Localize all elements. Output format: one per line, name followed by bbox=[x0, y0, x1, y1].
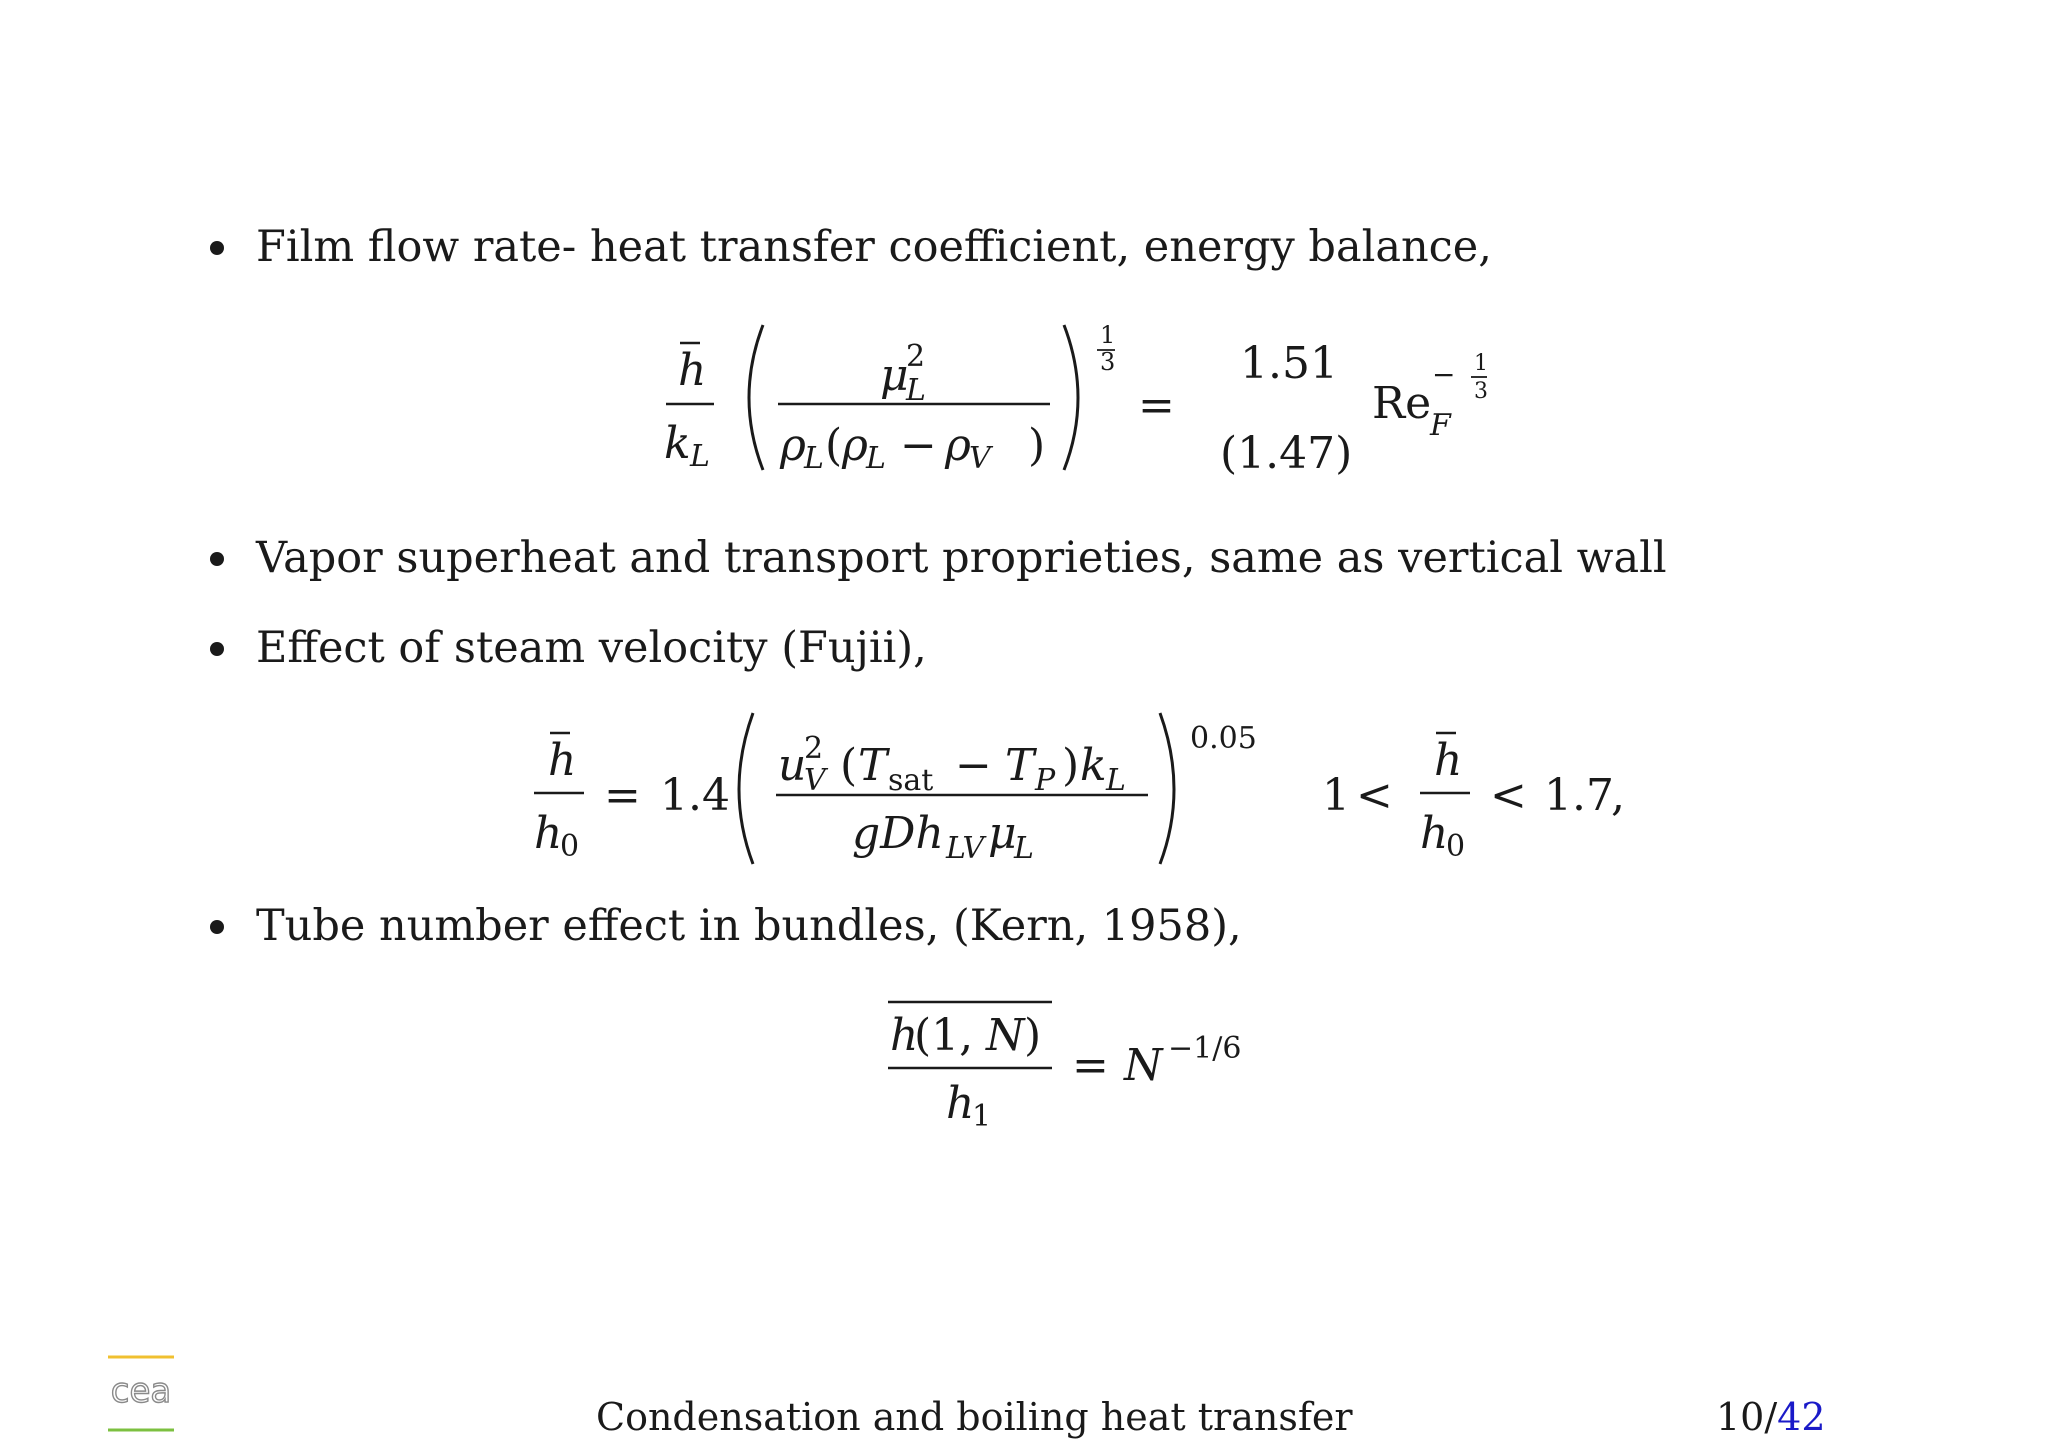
svg-text:Re: Re bbox=[1372, 378, 1432, 429]
page-current: 10/ bbox=[1716, 1395, 1778, 1439]
h-bar: h bbox=[678, 345, 707, 396]
svg-text:ρ: ρ bbox=[780, 420, 806, 471]
svg-text:): ) bbox=[1024, 1010, 1042, 1061]
svg-text:L: L bbox=[906, 373, 926, 408]
svg-text:T: T bbox=[1005, 740, 1035, 791]
svg-text:h: h bbox=[1420, 808, 1449, 859]
svg-text:): ) bbox=[1062, 740, 1080, 791]
svg-text:−: − bbox=[900, 420, 937, 471]
svg-text:=: = bbox=[1138, 380, 1175, 431]
bullet-text: Film flow rate- heat transfer coefficient, energy balance, bbox=[256, 222, 1492, 272]
svg-text:(: ( bbox=[825, 420, 843, 471]
svg-text:T: T bbox=[858, 740, 888, 791]
svg-text:2: 2 bbox=[906, 339, 926, 374]
svg-text:,: , bbox=[1611, 770, 1625, 821]
svg-text:u: u bbox=[778, 740, 807, 791]
svg-text:N: N bbox=[1124, 1040, 1163, 1091]
kern-exponent: −1/6 bbox=[1168, 1031, 1242, 1066]
svg-text:): ) bbox=[1028, 420, 1046, 471]
coef-lower: (1.47) bbox=[1220, 428, 1353, 479]
svg-text:<: < bbox=[1490, 770, 1527, 821]
svg-text:h: h bbox=[946, 1078, 975, 1129]
svg-text:0: 0 bbox=[560, 829, 580, 864]
fujii-coefficient: 1.4 bbox=[660, 770, 730, 821]
svg-text:3: 3 bbox=[1474, 379, 1488, 404]
svg-text:(: ( bbox=[840, 740, 858, 791]
svg-text:2: 2 bbox=[804, 731, 824, 766]
svg-text:h: h bbox=[548, 735, 577, 786]
svg-text:V: V bbox=[969, 441, 991, 476]
svg-text:L: L bbox=[1106, 763, 1126, 798]
svg-text:μ: μ bbox=[880, 350, 909, 401]
svg-text:k: k bbox=[1080, 740, 1107, 791]
page-total[interactable]: 42 bbox=[1777, 1395, 1826, 1439]
fujii-exponent: 0.05 bbox=[1190, 721, 1257, 756]
range-upper: 1.7 bbox=[1544, 770, 1614, 821]
cea-logo-text: cea bbox=[110, 1371, 172, 1411]
svg-text:=: = bbox=[604, 770, 641, 821]
coef-upper: 1.51 bbox=[1240, 338, 1338, 389]
svg-text:−: − bbox=[1432, 358, 1456, 391]
svg-text:1: 1 bbox=[1474, 351, 1488, 376]
svg-text:(1,: (1, bbox=[914, 1010, 974, 1061]
svg-text:0: 0 bbox=[1446, 829, 1466, 864]
page-number bbox=[1716, 1395, 1826, 1439]
svg-text:ρ: ρ bbox=[842, 420, 868, 471]
svg-text:gDh: gDh bbox=[852, 808, 944, 859]
svg-text:h: h bbox=[1434, 735, 1463, 786]
cea-logo bbox=[106, 1355, 176, 1435]
svg-text:sat: sat bbox=[888, 763, 934, 798]
range-lower: 1 bbox=[1322, 770, 1350, 821]
footer-title: Condensation and boiling heat transfer bbox=[596, 1395, 1353, 1439]
svg-text:<: < bbox=[1356, 770, 1393, 821]
svg-text:−: − bbox=[955, 740, 992, 791]
svg-text:N: N bbox=[986, 1010, 1025, 1061]
svg-text:1: 1 bbox=[1100, 321, 1116, 349]
svg-text:L: L bbox=[1014, 831, 1034, 866]
bullet-text: Effect of steam velocity (Fujii), bbox=[256, 623, 927, 673]
svg-text:ρ: ρ bbox=[945, 420, 971, 471]
svg-text:μ: μ bbox=[988, 808, 1017, 859]
svg-text:LV: LV bbox=[946, 831, 985, 866]
svg-text:V: V bbox=[804, 763, 826, 798]
bullet-text: Vapor superheat and transport proprieties, same as vertical wall bbox=[256, 533, 1667, 583]
svg-text:h: h bbox=[534, 808, 563, 859]
svg-text:1: 1 bbox=[972, 1099, 992, 1134]
svg-text:3: 3 bbox=[1100, 348, 1116, 376]
svg-text:L: L bbox=[690, 439, 710, 474]
svg-text:=: = bbox=[1072, 1040, 1109, 1091]
svg-text:F: F bbox=[1430, 408, 1451, 443]
bullet-text: Tube number effect in bundles, (Kern, 1958), bbox=[256, 901, 1242, 951]
svg-text:k: k bbox=[664, 418, 691, 469]
svg-text:P: P bbox=[1035, 763, 1056, 798]
svg-text:h: h bbox=[890, 1010, 919, 1061]
svg-text:L: L bbox=[866, 441, 886, 476]
svg-text:L: L bbox=[804, 441, 824, 476]
